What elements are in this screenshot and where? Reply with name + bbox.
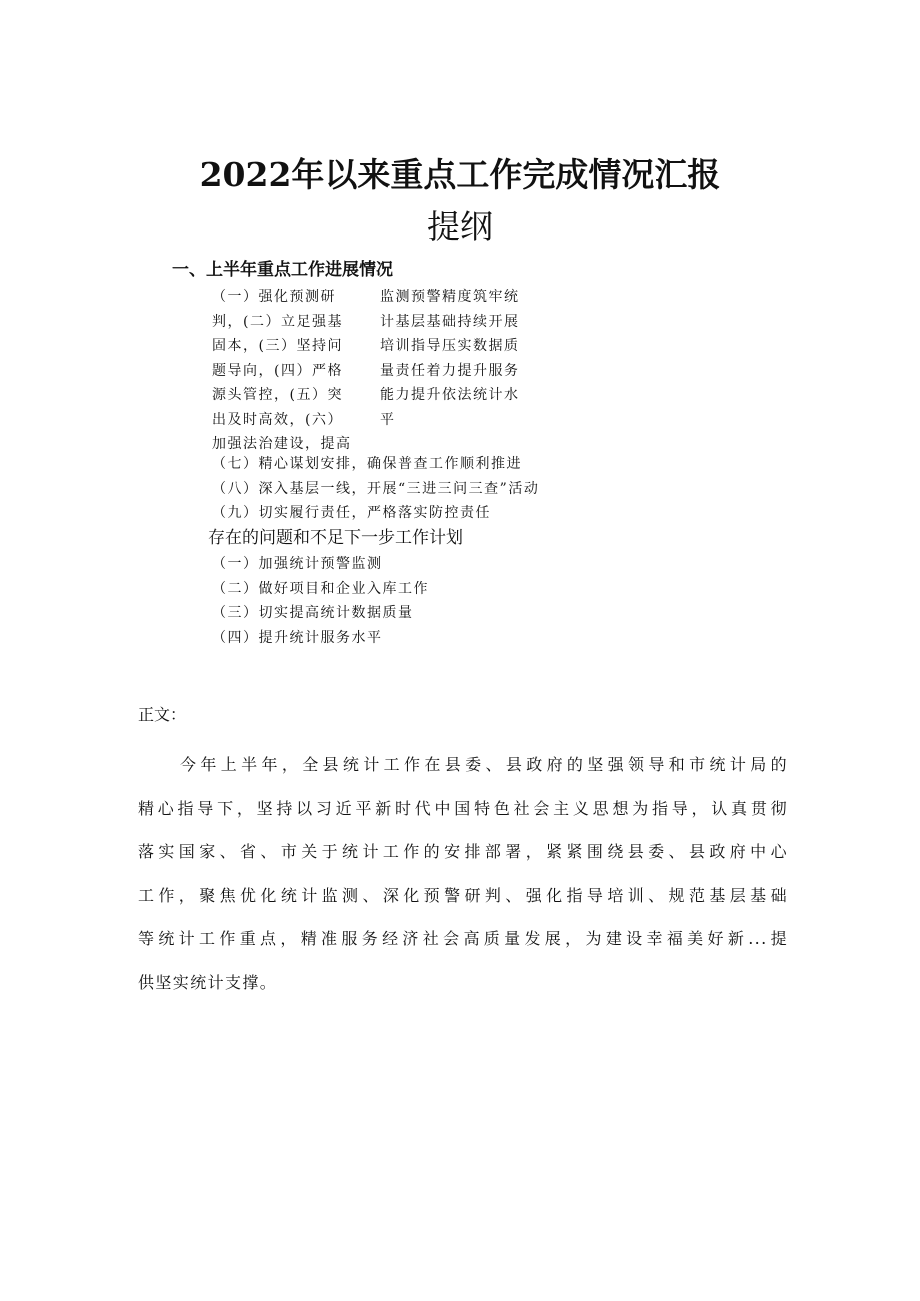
paragraph-line: 工作，聚焦优化统计监测、深化预警研判、强化指导培训、规范基层基础: [138, 885, 788, 905]
body-label: 正文：: [138, 705, 187, 724]
outline-item: （七）精心谋划安排，确保普查工作顺利推进: [212, 456, 522, 472]
section-1-heading: 一、上半年重点工作进展情况: [172, 260, 393, 280]
outline-line: 加强法治建设，提高: [212, 436, 352, 452]
section-1-right-column: [380, 285, 520, 432]
paragraph-line: 供坚实统计支撑。: [138, 972, 278, 992]
outline-item: （四）提升统计服务水平: [212, 629, 383, 646]
section-2-heading: 存在的问题和不足下一步工作计划: [208, 528, 463, 548]
outline-line: 计基层基础持续开展: [380, 313, 520, 330]
outline-line: 题导向，(四）严格: [212, 362, 343, 379]
outline-item: （二）做好项目和企业入库工作: [212, 580, 429, 597]
section-2-items: [212, 552, 429, 650]
outline-line: 培训指导压实数据质: [380, 338, 520, 354]
section-1-left-column: [212, 285, 352, 457]
outline-line: 监测预警精度筑牢统: [380, 289, 520, 305]
document-title-line-2: 提纲: [427, 207, 493, 246]
outline-line: 源头管控，(五）突: [212, 387, 343, 403]
paragraph-line: 今年上半年，全县统计工作在县委、县政府的坚强领导和市统计局的: [180, 755, 788, 774]
outline-line: 能力提升依法统计水: [380, 387, 520, 403]
body-paragraph: [138, 743, 788, 1004]
outline-line: 固本，(三）坚持问: [212, 338, 343, 354]
paragraph-line: 落实国家、省、市关于统计工作的安排部署，紧紧围绕县委、县政府中心: [138, 842, 788, 861]
outline-line: （一）强化预测研: [212, 289, 336, 305]
outline-line: 判，(二）立足强基: [212, 313, 343, 330]
outline-line: 出及时高效，(六）: [212, 411, 343, 428]
outline-item: （三）切实提高统计数据质量: [212, 605, 414, 621]
outline-item: （一）加强统计预警监测: [212, 556, 383, 572]
outline-item: （八）深入基层一线，开展“三进三问三查”活动: [212, 480, 540, 497]
paragraph-line: 精心指导下，坚持以习近平新时代中国特色社会主义思想为指导，认真贯彻: [138, 798, 788, 818]
outline-line: 平: [380, 411, 396, 428]
section-1-items: [212, 452, 539, 526]
paragraph-line: 等统计工作重点，精准服务经济社会高质量发展，为建设幸福美好新...提: [138, 929, 788, 948]
document-title-line-1: 2022年以来重点工作完成情况汇报: [199, 155, 721, 194]
outline-line: 量责任着力提升服务: [380, 362, 520, 379]
outline-item: （九）切实履行责任，严格落实防控责任: [212, 505, 491, 521]
